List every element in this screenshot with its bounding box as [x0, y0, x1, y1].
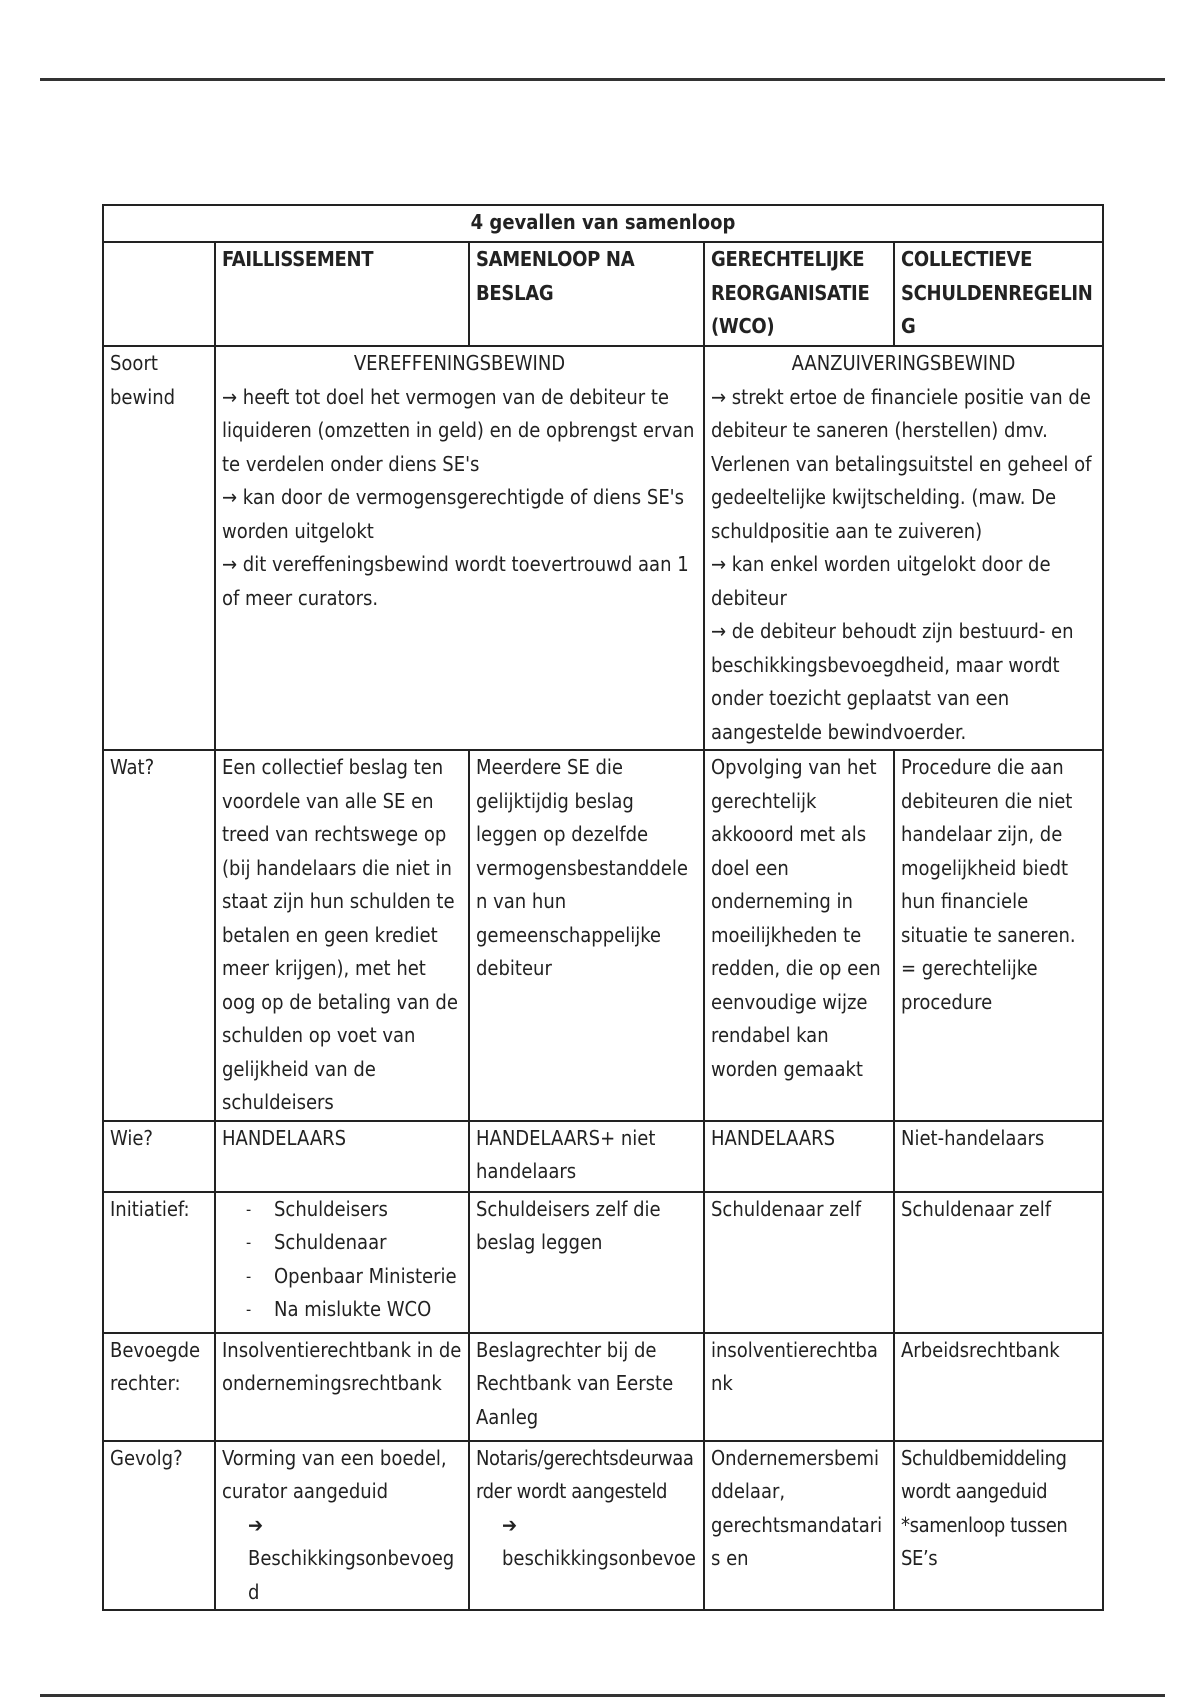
gevolg-faillissement [215, 1441, 469, 1611]
aanzuiveringsbewind-point: → kan enkel worden uitgelokt door de debiteur [711, 552, 1051, 610]
row-label-initiatief: Initiatief: [103, 1192, 215, 1333]
vereffeningsbewind-point: → heeft tot doel het vermogen van de debiteur te liquideren (omzetten in geld) en de opbrengst ervan te verdelen onder diens SE's [222, 384, 695, 476]
gevolg-faillissement-text: Vorming van een boedel, curator aangeduid [222, 1445, 447, 1503]
header-samenloop: SAMENLOOP NA BESLAG [469, 242, 704, 346]
gevolg-samenloop [469, 1441, 704, 1611]
wie-samenloop: HANDELAARS+ niet handelaars [469, 1121, 704, 1192]
list-item: - Openbaar Ministerie [242, 1260, 462, 1294]
samenloop-table [102, 204, 1104, 1611]
initiatief-faillissement [215, 1192, 469, 1333]
row-label-gevolg: Gevolg? [103, 1441, 215, 1611]
rechter-samenloop: Beslagrechter bij de Rechtbank van Eerste Aanleg [469, 1333, 704, 1441]
aanzuiveringsbewind-point: → strekt ertoe de financiele positie van de debiteur te saneren (herstellen) dmv. Verlenen van betalingsuitstel en geheel of gedeeltelijke kwijtschelding. (maw. De schuldpositie aan te zuiveren) [711, 384, 1092, 543]
wie-faillissement: HANDELAARS [215, 1121, 469, 1192]
wat-csr: Procedure die aan debiteuren die niet handelaar zijn, de mogelijkheid biedt hun financiele situatie te saneren. = gerechtelijke procedure [894, 750, 1103, 1121]
initiatief-samenloop: Schuldeisers zelf die beslag leggen [469, 1192, 704, 1333]
wat-faillissement: Een collectief beslag ten voordele van alle SE en treed van rechtswege op (bij handelaars die niet in staat zijn hun schulden te betalen en geen krediet meer krijgen), met het oog op de betaling van de schulden op voet van gelijkheid van de schuldeisers [215, 750, 469, 1121]
wie-csr: Niet-handelaars [894, 1121, 1103, 1192]
list-item: - Schuldenaar [242, 1226, 462, 1260]
gevolg-wco: Ondernemersbemiddelaar, gerechtsmandataris en [704, 1441, 894, 1611]
vereffeningsbewind-cell [215, 346, 704, 750]
header-csr: COLLECTIEVE SCHULDENREGELING [894, 242, 1103, 346]
list-item: - Schuldeisers [242, 1193, 462, 1227]
vereffeningsbewind-point: → kan door de vermogensgerechtigde of diens SE's worden uitgelokt [222, 485, 685, 543]
gevolg-samenloop-text: Notaris/gerechtsdeurwaarder wordt aangesteld [476, 1445, 694, 1503]
aanzuiveringsbewind-cell [704, 346, 1103, 750]
gevolg-samenloop-sub: ➔ beschikkingsonbevoe [502, 1512, 696, 1570]
initiatief-list [222, 1193, 462, 1327]
vereffeningsbewind-point: → dit vereffeningsbewind wordt toevertrouwd aan 1 of meer curators. [222, 552, 689, 610]
row-label-bevoegde-rechter: Bevoegde rechter: [103, 1333, 215, 1441]
gevolg-faillissement-sub: ➔ Beschikkingsonbevoegd [248, 1512, 455, 1604]
aanzuiveringsbewind-title: AANZUIVERINGSBEWIND [791, 351, 1016, 375]
header-empty [103, 242, 215, 346]
top-rule [40, 78, 1165, 81]
rechter-csr: Arbeidsrechtbank [894, 1333, 1103, 1441]
list-item: - Na mislukte WCO [242, 1293, 462, 1327]
rechter-wco: insolventierechtbank [704, 1333, 894, 1441]
bottom-rule [40, 1694, 1165, 1697]
header-wco: GERECHTELIJKE REORGANISATIE (WCO) [704, 242, 894, 346]
row-label-wat: Wat? [103, 750, 215, 1121]
aanzuiveringsbewind-point: → de debiteur behoudt zijn bestuurd- en beschikkingsbevoegdheid, maar wordt onder toezicht geplaatst van een aangestelde bewindvoerder. [711, 619, 1074, 744]
initiatief-csr: Schuldenaar zelf [894, 1192, 1103, 1333]
vereffeningsbewind-title: VEREFFENINGSBEWIND [353, 351, 566, 375]
gevolg-csr: Schuldbemiddeling wordt aangeduid *samenloop tussen SE’s [894, 1441, 1103, 1611]
wie-wco: HANDELAARS [704, 1121, 894, 1192]
rechter-faillissement: Insolventierechtbank in de ondernemingsrechtbank [215, 1333, 469, 1441]
row-label-soort-bewind: Soort bewind [103, 346, 215, 750]
row-label-wie: Wie? [103, 1121, 215, 1192]
wat-wco: Opvolging van het gerechtelijk akkooord met als doel een onderneming in moeilijkheden te redden, die op een eenvoudige wijze rendabel kan worden gemaakt [704, 750, 894, 1121]
initiatief-wco: Schuldenaar zelf [704, 1192, 894, 1333]
table-title: 4 gevallen van samenloop [103, 205, 1103, 242]
wat-samenloop: Meerdere SE die gelijktijdig beslag leggen op dezelfde vermogensbestanddelen van hun gemeenschappelijke debiteur [469, 750, 704, 1121]
header-faillissement: FAILLISSEMENT [215, 242, 469, 346]
